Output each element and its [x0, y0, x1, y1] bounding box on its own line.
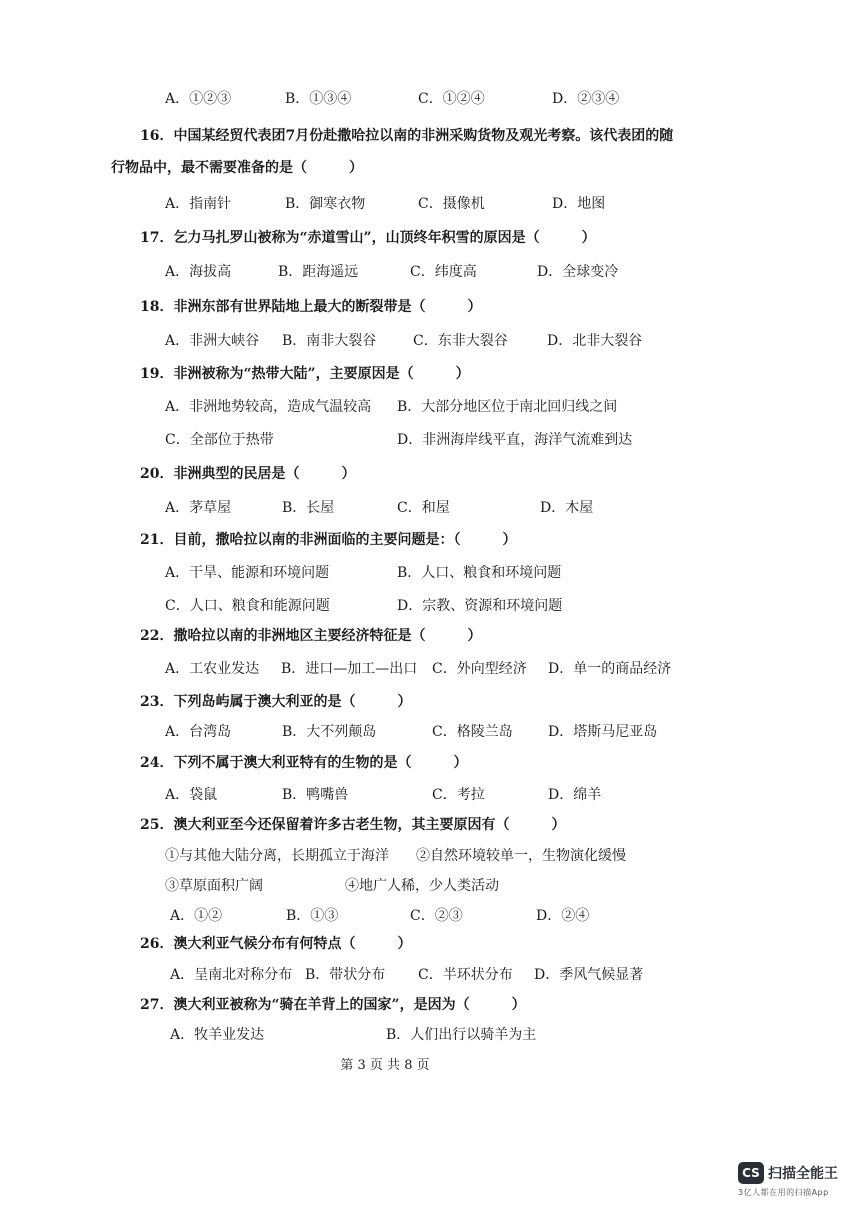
q15-option-b: B．①③④: [285, 91, 352, 107]
q21-stem: 21．目前，撒哈拉以南的非洲面临的主要问题是：（ ）: [140, 532, 517, 548]
q24-option-c: C．考拉: [432, 787, 485, 803]
watermark-tagline: 3亿人都在用的扫描App: [738, 1188, 829, 1197]
q21-option-d: D．宗教、资源和环境问题: [397, 598, 563, 614]
q17-option-c: C．纬度高: [410, 264, 477, 280]
q18-option-b: B．南非大裂谷: [282, 333, 377, 349]
q19-stem: 19．非洲被称为“热带大陆”，主要原因是（ ）: [140, 366, 470, 382]
q24-option-a: A．袋鼠: [165, 787, 218, 803]
q25-stem: 25．澳大利亚至今还保留着许多古老生物，其主要原因有（ ）: [140, 817, 566, 833]
q18-option-a: A．非洲大峡谷: [165, 333, 260, 349]
q17-stem: 17．乞力马扎罗山被称为“赤道雪山”，山顶终年积雪的原因是（ ）: [140, 230, 596, 246]
q26-option-a: A．呈南北对称分布: [170, 967, 293, 983]
q20-stem: 20．非洲典型的民居是（ ）: [140, 466, 356, 482]
q22-option-d: D．单一的商品经济: [548, 661, 672, 677]
q25-option-d: D．②④: [536, 908, 590, 924]
q25-item-3: ③草原面积广阔: [165, 878, 263, 894]
q23-option-d: D．塔斯马尼亚岛: [548, 724, 658, 740]
q24-option-b: B．鸭嘴兽: [282, 787, 349, 803]
q17-option-b: B．距海遥远: [278, 264, 359, 280]
q22-stem: 22．撒哈拉以南的非洲地区主要经济特征是（ ）: [140, 628, 482, 644]
q23-stem: 23．下列岛屿属于澳大利亚的是（ ）: [140, 694, 412, 710]
page-number-footer: 第 3 页 共 8 页: [340, 1058, 430, 1073]
q25-item-1: ①与其他大陆分离，长期孤立于海洋: [165, 848, 389, 864]
q15-option-c: C．①②④: [418, 91, 485, 107]
q24-stem: 24．下列不属于澳大利亚特有的生物的是（ ）: [140, 755, 468, 771]
q15-option-d: D．②③④: [552, 91, 620, 107]
q26-option-d: D．季风气候显著: [534, 967, 644, 983]
q25-option-c: C．②③: [410, 908, 463, 924]
q16-option-c: C．摄像机: [418, 196, 485, 212]
q16-option-b: B．御寒衣物: [285, 196, 366, 212]
q26-stem: 26．澳大利亚气候分布有何特点（ ）: [140, 936, 412, 952]
q15-option-a: A．①②③: [165, 91, 232, 107]
q22-option-b: B．进口—加工—出口: [281, 661, 418, 677]
q27-option-a: A．牧羊业发达: [170, 1027, 265, 1043]
scanner-watermark: [738, 1162, 838, 1198]
q16-option-a: A．指南针: [165, 196, 232, 212]
q20-option-b: B．长屋: [282, 500, 335, 516]
q27-option-b: B．人们出行以骑羊为主: [386, 1027, 537, 1043]
q19-option-c: C．全部位于热带: [165, 432, 274, 448]
q27-stem: 27．澳大利亚被称为“骑在羊背上的国家”，是因为（ ）: [140, 997, 526, 1013]
q24-option-d: D．绵羊: [548, 787, 602, 803]
q20-option-d: D．木屋: [540, 500, 594, 516]
q18-option-d: D．北非大裂谷: [547, 333, 643, 349]
q19-option-d: D．非洲海岸线平直，海洋气流难到达: [397, 432, 633, 448]
q20-option-a: A．茅草屋: [165, 500, 232, 516]
q19-option-b: B．大部分地区位于南北回归线之间: [397, 399, 618, 415]
q16-stem-line1: 16．中国某经贸代表团7月份赴撒哈拉以南的非洲采购货物及观光考察。该代表团的随: [140, 128, 674, 144]
q23-option-c: C．格陵兰岛: [432, 724, 513, 740]
q17-option-d: D．全球变冷: [537, 264, 619, 280]
q17-option-a: A．海拔高: [165, 264, 232, 280]
q25-option-a: A．①②: [170, 908, 223, 924]
q25-item-4: ④地广人稀，少人类活动: [345, 878, 499, 894]
q21-option-b: B．人口、粮食和环境问题: [397, 565, 562, 581]
q22-option-a: A．工农业发达: [165, 661, 260, 677]
q18-stem: 18．非洲东部有世界陆地上最大的断裂带是（ ）: [140, 299, 482, 315]
watermark-brand-name: 扫描全能王: [768, 1166, 838, 1182]
q19-option-a: A．非洲地势较高，造成气温较高: [165, 399, 372, 415]
q23-option-b: B．大不列颠岛: [282, 724, 377, 740]
q23-option-a: A．台湾岛: [165, 724, 232, 740]
q21-option-c: C．人口、粮食和能源问题: [165, 598, 330, 614]
q25-item-2: ②自然环境较单一，生物演化缓慢: [416, 848, 626, 864]
q26-option-c: C．半环状分布: [418, 967, 513, 983]
camscanner-logo-icon: CS: [738, 1162, 764, 1184]
q16-option-d: D．地图: [552, 196, 606, 212]
q25-option-b: B．①③: [286, 908, 339, 924]
q21-option-a: A．干旱、能源和环境问题: [165, 565, 330, 581]
q26-option-b: B．带状分布: [305, 967, 386, 983]
q20-option-c: C．和屋: [397, 500, 450, 516]
q22-option-c: C．外向型经济: [432, 661, 527, 677]
q18-option-c: C．东非大裂谷: [413, 333, 508, 349]
q16-stem-line2: 行物品中，最不需要准备的是（ ）: [111, 160, 363, 176]
